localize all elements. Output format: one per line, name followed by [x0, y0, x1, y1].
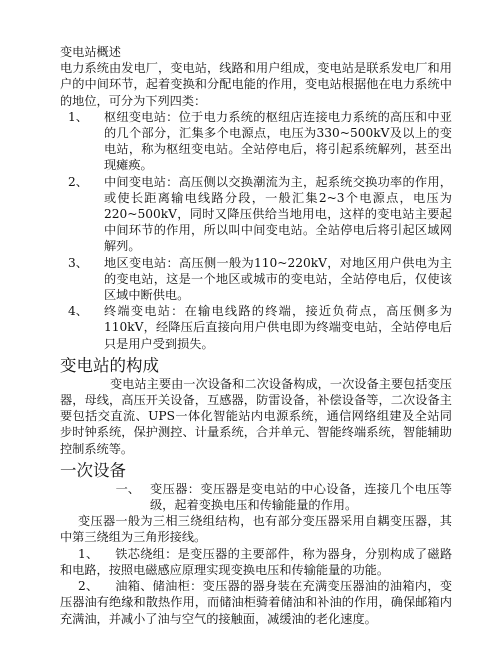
- list-item: [60, 303, 452, 352]
- transformer-part-paragraph: [60, 578, 452, 627]
- list-item: [60, 109, 452, 174]
- list-number: 2、: [68, 174, 88, 189]
- list-number: 1、: [68, 109, 88, 124]
- part-number: 2、: [78, 579, 99, 594]
- transformer-structure-paragraph: 变压器一般为三相三绕组结构，也有部分变压器采用自耦变压器，其中第三绕组为三角形接线。: [60, 514, 452, 545]
- list-item-text: 终端变电站：在输电线路的终端，接近负荷点，高压侧多为110kV，经降压后直接向用户供电即为终端变电站，全站停电后只是用户受到损失。: [104, 304, 452, 351]
- substation-type-list: [60, 109, 452, 352]
- list-number: 3、: [68, 255, 88, 270]
- intro-paragraph: 电力系统由发电厂，变电站，线路和用户组成，变电站是联系发电厂和用户的中间环节，起着变换和分配电能的作用，变电站根据他在电力系统中的地位，可分为下列四类：: [60, 61, 452, 108]
- part-number: 1、: [78, 546, 99, 561]
- list-item: [60, 255, 452, 304]
- document-page: [60, 44, 452, 627]
- list-item-text: 枢纽变电站：位于电力系统的枢纽店连接电力系统的高压和中亚的几个部分，汇集多个电源点，电压为330~500kV及以上的变电站，称为枢纽变电站。全站停电后，将引起系统解列，甚至出现瘫痪。: [104, 109, 452, 173]
- list-item-text: 中间变电站：高压侧以交换潮流为主，起系统交换功率的作用，或使长距离输电线路分段，一般汇集2~3个电源点，电压为220~500kV，同时又降压供给当地用电，这样的变电站主要起中间环节的作用，所以叫中间变电站。全站停电后将引起区域网解列。: [104, 174, 452, 254]
- primary-equipment-heading: 一次设备: [60, 460, 126, 480]
- list-number: 4、: [68, 304, 88, 319]
- transformer-item: [60, 481, 452, 513]
- part-text: 油箱、储油柜：变压器的器身装在充满变压器油的油箱内，变压器油有绝缘和散热作用，而储油柜骑着储油和补油的作用，确保邮箱内充满油，并减小了油与空气的接触面，减缓油的老化速度。: [60, 579, 453, 626]
- list-item: [60, 174, 452, 255]
- composition-heading: 变电站的构成: [60, 355, 159, 375]
- transformer-text: 变压器：变压器是变电站的中心设备，连接几个电压等级，起着变换电压和传输能量的作用。: [150, 481, 452, 513]
- item-marker: 一、: [115, 481, 140, 496]
- transformer-part-paragraph: [60, 546, 452, 578]
- composition-paragraph: 变电站主要由一次设备和二次设备构成，一次设备主要包括变压器，母线，高压开关设备，互感器，防雷设备，补偿设备等，二次设备主要包括交直流、UPS一体化智能站内电源系统，通信网络组建及全站同步时钟系统，保护测控、计量系统，合并单元、智能终端系统，智能辅助控制系统等。: [60, 376, 452, 456]
- part-text: 铁芯绕组：是变压器的主要部件，称为器身，分别构成了磁路和电路，按照电磁感应原理实现变换电压和传输能量的功能。: [60, 546, 453, 577]
- section-title: 变电站概述: [60, 45, 121, 59]
- list-item-text: 地区变电站：高压侧一般为110~220kV，对地区用户供电为主的变电站，这是一个地区或城市的变电站，全站停电后，仅使该区域中断供电。: [104, 255, 452, 303]
